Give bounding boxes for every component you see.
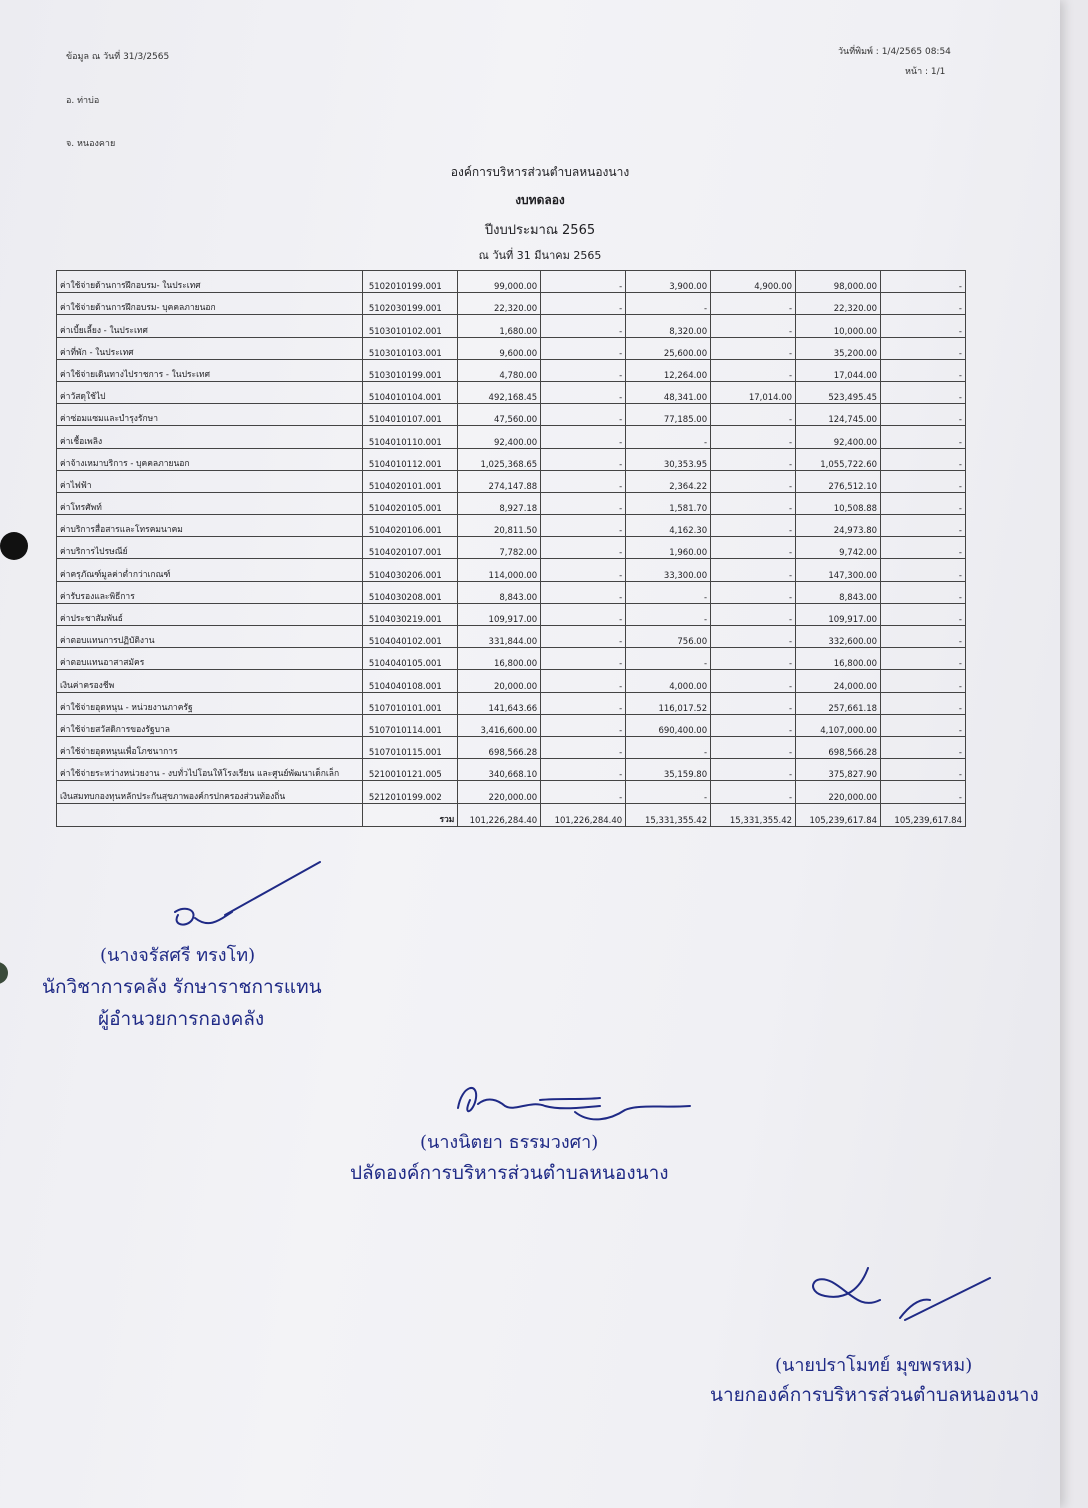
- amount-cell: -: [541, 648, 626, 670]
- amount-cell: -: [541, 537, 626, 559]
- amount-cell: -: [881, 648, 966, 670]
- account-name: ค่าตอบแทนอาสาสมัคร: [57, 648, 363, 670]
- amount-cell: 109,917.00: [796, 603, 881, 625]
- amount-cell: 331,844.00: [458, 626, 541, 648]
- amount-cell: -: [881, 515, 966, 537]
- amount-cell: 3,416,600.00: [458, 714, 541, 736]
- account-name: ค่าใช้จ่ายอุดหนุนเพื่อโภชนาการ: [57, 736, 363, 758]
- account-name: ค่าบริการไปรษณีย์: [57, 537, 363, 559]
- amount-cell: 523,495.45: [796, 381, 881, 403]
- amount-cell: -: [541, 271, 626, 293]
- amount-cell: 114,000.00: [458, 559, 541, 581]
- amount-cell: 47,560.00: [458, 404, 541, 426]
- amount-cell: 4,162.30: [626, 515, 711, 537]
- amount-cell: -: [541, 736, 626, 758]
- amount-cell: 3,900.00: [626, 271, 711, 293]
- account-code: 5104010107.001: [362, 404, 458, 426]
- signer-3-name: (นายปราโมทย์ มุขพรหม): [775, 1355, 973, 1376]
- account-name: ค่าซ่อมแซมและบำรุงรักษา: [57, 404, 363, 426]
- amount-cell: -: [881, 293, 966, 315]
- amount-cell: -: [626, 581, 711, 603]
- amount-cell: 4,900.00: [711, 271, 796, 293]
- amount-cell: -: [626, 648, 711, 670]
- amount-cell: -: [881, 448, 966, 470]
- amount-cell: 4,107,000.00: [796, 714, 881, 736]
- amount-cell: 98,000.00: [796, 271, 881, 293]
- amount-cell: -: [711, 448, 796, 470]
- amount-cell: -: [541, 714, 626, 736]
- amount-cell: -: [711, 426, 796, 448]
- account-name: เงินสมทบกองทุนหลักประกันสุขภาพองค์กรปกครองส่วนท้องถิ่น: [57, 781, 363, 803]
- amount-cell: -: [541, 315, 626, 337]
- account-code: 5104040108.001: [362, 670, 458, 692]
- account-code: 5107010101.001: [362, 692, 458, 714]
- amount-cell: 25,600.00: [626, 337, 711, 359]
- amount-cell: 220,000.00: [458, 781, 541, 803]
- amount-cell: 16,800.00: [796, 648, 881, 670]
- amount-cell: -: [711, 515, 796, 537]
- page-number: หน้า : 1/1: [905, 67, 946, 77]
- amount-cell: -: [541, 581, 626, 603]
- signer-3-title: นายกองค์การบริหารส่วนตำบลหนองนาง: [710, 1384, 1039, 1406]
- account-code: 5107010115.001: [362, 736, 458, 758]
- report-title: งบทดลอง: [515, 193, 565, 207]
- amount-cell: 17,044.00: [796, 359, 881, 381]
- amount-cell: -: [881, 626, 966, 648]
- amount-cell: 492,168.45: [458, 381, 541, 403]
- account-code: 5107010114.001: [362, 714, 458, 736]
- amount-cell: -: [881, 470, 966, 492]
- amount-cell: 375,827.90: [796, 759, 881, 781]
- account-code: 5104040102.001: [362, 626, 458, 648]
- account-name: ค่าใช้จ่ายอุดหนุน - หน่วยงานภาครัฐ: [57, 692, 363, 714]
- account-code: 5104010112.001: [362, 448, 458, 470]
- amount-cell: -: [541, 426, 626, 448]
- account-name: ค่าบริการสื่อสารและโทรคมนาคม: [57, 515, 363, 537]
- amount-cell: -: [541, 626, 626, 648]
- amount-cell: 7,782.00: [458, 537, 541, 559]
- account-name: ค่าใช้จ่ายระหว่างหน่วยงาน - งบทั่วไปโอนให้โรงเรียน และศูนย์พัฒนาเด็กเล็ก: [57, 759, 363, 781]
- amount-cell: -: [711, 470, 796, 492]
- amount-cell: -: [711, 404, 796, 426]
- amount-cell: 109,917.00: [458, 603, 541, 625]
- amount-cell: -: [711, 603, 796, 625]
- account-name: ค่าโทรศัพท์: [57, 492, 363, 514]
- amount-cell: 124,745.00: [796, 404, 881, 426]
- amount-cell: -: [881, 670, 966, 692]
- amount-cell: 17,014.00: [711, 381, 796, 403]
- account-code: 5104020106.001: [362, 515, 458, 537]
- amount-cell: 1,960.00: [626, 537, 711, 559]
- total-amount-cell: 15,331,355.42: [711, 803, 796, 826]
- amount-cell: 2,364.22: [626, 470, 711, 492]
- amount-cell: 20,811.50: [458, 515, 541, 537]
- amount-cell: -: [881, 537, 966, 559]
- amount-cell: -: [711, 359, 796, 381]
- amount-cell: -: [711, 537, 796, 559]
- amount-cell: -: [711, 293, 796, 315]
- amount-cell: -: [541, 603, 626, 625]
- amount-cell: 99,000.00: [458, 271, 541, 293]
- account-code: 5104010110.001: [362, 426, 458, 448]
- amount-cell: -: [711, 492, 796, 514]
- account-name: ค่าประชาสัมพันธ์: [57, 603, 363, 625]
- amount-cell: -: [541, 759, 626, 781]
- signer-1-title: นักวิชาการคลัง รักษาราชการแทน: [42, 976, 322, 998]
- amount-cell: 16,800.00: [458, 648, 541, 670]
- amount-cell: -: [541, 381, 626, 403]
- account-code: 5104030219.001: [362, 603, 458, 625]
- amount-cell: 4,780.00: [458, 359, 541, 381]
- amount-cell: 220,000.00: [796, 781, 881, 803]
- signature-2-stroke: [458, 1088, 690, 1119]
- amount-cell: 116,017.52: [626, 692, 711, 714]
- signer-1-title-2: ผู้อำนวยการกองคลัง: [98, 1008, 265, 1030]
- account-name: ค่าใช้จ่ายเดินทางไปราชการ - ในประเทศ: [57, 359, 363, 381]
- amount-cell: -: [626, 603, 711, 625]
- amount-cell: -: [881, 359, 966, 381]
- total-amount-cell: 101,226,284.40: [458, 803, 541, 826]
- amount-cell: 9,742.00: [796, 537, 881, 559]
- amount-cell: -: [541, 692, 626, 714]
- amount-cell: -: [881, 581, 966, 603]
- amount-cell: -: [881, 426, 966, 448]
- amount-cell: -: [711, 670, 796, 692]
- total-amount-cell: 105,239,617.84: [881, 803, 966, 826]
- account-code: 5104010104.001: [362, 381, 458, 403]
- amount-cell: -: [881, 559, 966, 581]
- amount-cell: -: [541, 359, 626, 381]
- amount-cell: 4,000.00: [626, 670, 711, 692]
- account-name: ค่าเบี้ยเลี้ยง - ในประเทศ: [57, 315, 363, 337]
- amount-cell: 332,600.00: [796, 626, 881, 648]
- amount-cell: 20,000.00: [458, 670, 541, 692]
- amount-cell: -: [711, 759, 796, 781]
- account-code: 5103010199.001: [362, 359, 458, 381]
- amount-cell: -: [711, 626, 796, 648]
- amount-cell: 9,600.00: [458, 337, 541, 359]
- amount-cell: -: [711, 581, 796, 603]
- signer-2-name: (นางนิตยา ธรรมวงศา): [420, 1132, 599, 1153]
- amount-cell: -: [881, 781, 966, 803]
- account-name: ค่าไฟฟ้า: [57, 470, 363, 492]
- amount-cell: 92,400.00: [796, 426, 881, 448]
- amount-cell: -: [881, 692, 966, 714]
- as-of-date: ณ วันที่ 31 มีนาคม 2565: [478, 249, 602, 262]
- account-name: ค่าเชื้อเพลิง: [57, 426, 363, 448]
- amount-cell: 147,300.00: [796, 559, 881, 581]
- account-code: 5104030208.001: [362, 581, 458, 603]
- account-name: ค่าวัสดุใช้ไป: [57, 381, 363, 403]
- amount-cell: 22,320.00: [796, 293, 881, 315]
- account-code: 5103010103.001: [362, 337, 458, 359]
- amount-cell: -: [881, 759, 966, 781]
- amount-cell: -: [881, 315, 966, 337]
- amount-cell: -: [541, 559, 626, 581]
- totals-label: รวม: [362, 803, 458, 826]
- amount-cell: -: [881, 337, 966, 359]
- total-amount-cell: 15,331,355.42: [626, 803, 711, 826]
- amount-cell: -: [626, 736, 711, 758]
- amount-cell: 1,055,722.60: [796, 448, 881, 470]
- account-code: 5210010121.005: [362, 759, 458, 781]
- total-amount-cell: 105,239,617.84: [796, 803, 881, 826]
- amount-cell: 77,185.00: [626, 404, 711, 426]
- amount-cell: -: [541, 337, 626, 359]
- amount-cell: 24,000.00: [796, 670, 881, 692]
- amount-cell: 698,566.28: [796, 736, 881, 758]
- amount-cell: -: [711, 692, 796, 714]
- amount-cell: 92,400.00: [458, 426, 541, 448]
- amount-cell: 698,566.28: [458, 736, 541, 758]
- account-code: 5102030199.001: [362, 293, 458, 315]
- amount-cell: 12,264.00: [626, 359, 711, 381]
- amount-cell: 33,300.00: [626, 559, 711, 581]
- amount-cell: 340,668.10: [458, 759, 541, 781]
- amount-cell: 35,159.80: [626, 759, 711, 781]
- province: จ. หนองคาย: [66, 139, 116, 149]
- amount-cell: -: [711, 315, 796, 337]
- account-name: ค่ารับรองและพิธีการ: [57, 581, 363, 603]
- amount-cell: -: [626, 426, 711, 448]
- amount-cell: -: [711, 781, 796, 803]
- amount-cell: 30,353.95: [626, 448, 711, 470]
- amount-cell: -: [626, 293, 711, 315]
- account-name: ค่าใช้จ่ายด้านการฝึกอบรม- บุคคลภายนอก: [57, 293, 363, 315]
- amount-cell: -: [711, 337, 796, 359]
- amount-cell: 756.00: [626, 626, 711, 648]
- amount-cell: 8,843.00: [458, 581, 541, 603]
- amount-cell: 22,320.00: [458, 293, 541, 315]
- account-code: 5212010199.002: [362, 781, 458, 803]
- amount-cell: -: [626, 781, 711, 803]
- amount-cell: 8,843.00: [796, 581, 881, 603]
- amount-cell: -: [541, 448, 626, 470]
- data-date: ข้อมูล ณ วันที่ 31/3/2565: [66, 52, 170, 62]
- amount-cell: 274,147.88: [458, 470, 541, 492]
- amount-cell: 8,320.00: [626, 315, 711, 337]
- signer-1-name: (นางจรัสศรี ทรงโท): [100, 945, 256, 966]
- amount-cell: -: [711, 648, 796, 670]
- amount-cell: 1,680.00: [458, 315, 541, 337]
- amount-cell: -: [881, 736, 966, 758]
- signer-2-title: ปลัดองค์การบริหารส่วนตำบลหนองนาง: [350, 1162, 669, 1184]
- amount-cell: -: [881, 404, 966, 426]
- signature-3-stroke: [813, 1268, 990, 1320]
- amount-cell: -: [881, 271, 966, 293]
- account-name: ค่าใช้จ่ายด้านการฝึกอบรม- ในประเทศ: [57, 271, 363, 293]
- amount-cell: -: [881, 714, 966, 736]
- amount-cell: -: [541, 670, 626, 692]
- org-title: องค์การบริหารส่วนตำบลหนองนาง: [450, 165, 630, 179]
- account-code: 5104020105.001: [362, 492, 458, 514]
- amount-cell: 10,508.88: [796, 492, 881, 514]
- amount-cell: 10,000.00: [796, 315, 881, 337]
- account-code: 5103010102.001: [362, 315, 458, 337]
- account-name: ค่าจ้างเหมาบริการ - บุคคลภายนอก: [57, 448, 363, 470]
- account-code: 5102010199.001: [362, 271, 458, 293]
- signature-1-stroke: [175, 862, 320, 925]
- amount-cell: -: [711, 714, 796, 736]
- amount-cell: 1,581.70: [626, 492, 711, 514]
- amount-cell: 48,341.00: [626, 381, 711, 403]
- amount-cell: 276,512.10: [796, 470, 881, 492]
- account-code: 5104020101.001: [362, 470, 458, 492]
- amount-cell: 24,973.80: [796, 515, 881, 537]
- amount-cell: -: [541, 470, 626, 492]
- print-date: วันที่พิมพ์ : 1/4/2565 08:54: [838, 47, 951, 57]
- amount-cell: -: [541, 293, 626, 315]
- amount-cell: -: [541, 492, 626, 514]
- amount-cell: 35,200.00: [796, 337, 881, 359]
- account-name: ค่าตอบแทนการปฏิบัติงาน: [57, 626, 363, 648]
- amount-cell: 257,661.18: [796, 692, 881, 714]
- total-amount-cell: 101,226,284.40: [541, 803, 626, 826]
- account-name: ค่าครุภัณฑ์มูลค่าต่ำกว่าเกณฑ์: [57, 559, 363, 581]
- amount-cell: 141,643.66: [458, 692, 541, 714]
- amount-cell: 1,025,368.65: [458, 448, 541, 470]
- account-code: 5104020107.001: [362, 537, 458, 559]
- amount-cell: -: [711, 736, 796, 758]
- account-code: 5104040105.001: [362, 648, 458, 670]
- amount-cell: -: [881, 492, 966, 514]
- amount-cell: -: [541, 781, 626, 803]
- fiscal-year: ปีงบประมาณ 2565: [484, 223, 596, 238]
- account-name: เงินค่าครองชีพ: [57, 670, 363, 692]
- account-name: ค่าที่พัก - ในประเทศ: [57, 337, 363, 359]
- district: อ. ท่าบ่อ: [66, 96, 100, 106]
- amount-cell: -: [881, 603, 966, 625]
- amount-cell: -: [541, 404, 626, 426]
- amount-cell: 690,400.00: [626, 714, 711, 736]
- amount-cell: 8,927.18: [458, 492, 541, 514]
- account-name: ค่าใช้จ่ายสวัสดิการของรัฐบาล: [57, 714, 363, 736]
- amount-cell: -: [541, 515, 626, 537]
- amount-cell: -: [711, 559, 796, 581]
- account-code: 5104030206.001: [362, 559, 458, 581]
- amount-cell: -: [881, 381, 966, 403]
